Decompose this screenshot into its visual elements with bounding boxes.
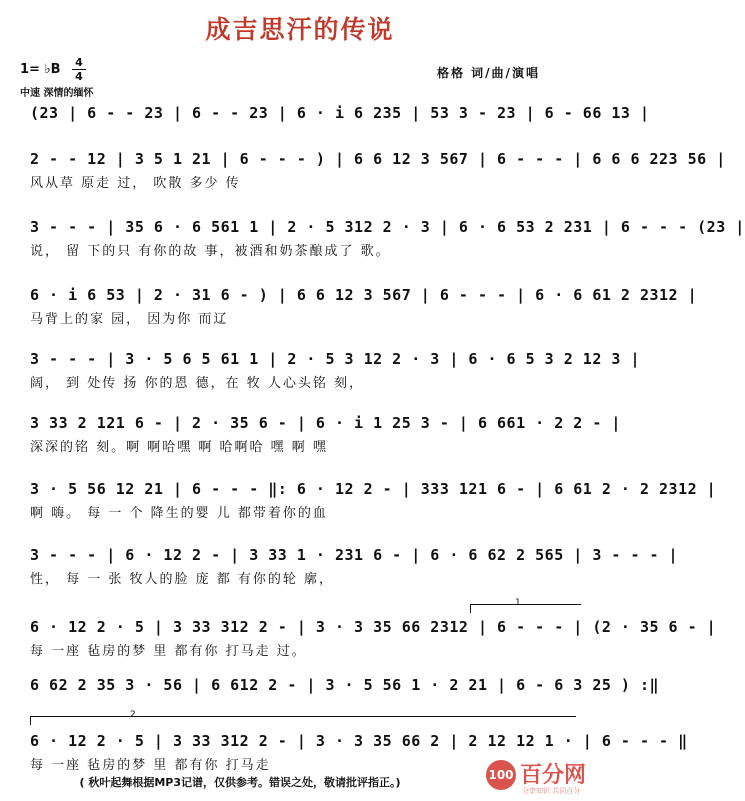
lyrics-row: 深深的铭 刻。啊 啊哈嘿 啊 哈啊哈 嘿 啊 嘿 — [30, 440, 328, 455]
lyrics-row: 风从草 原走 过， 吹散 多少 传 — [30, 176, 241, 191]
second-ending-bracket — [30, 716, 576, 725]
score-line — [0, 480, 717, 521]
notation-row: 3 · 5 56 12 21 | 6 - - - ‖: 6 · 12 2 - | 333 121 6 - | 6 61 2 · 2 2312 | — [30, 480, 717, 498]
score-line — [0, 104, 650, 144]
second-ending-number: 2. — [130, 710, 139, 720]
notation-row: (23 | 6 - - 23 | 6 - - 23 | 6 · i 6 235 | 53 3 - 23 | 6 - 66 13 | — [30, 104, 650, 122]
score-line — [0, 150, 726, 191]
lyrics-row: 啊 嗨。 每 一 个 降生的婴 儿 都带着你的血 — [30, 506, 328, 521]
tempo-marking: 中速 深情的缅怀 — [20, 88, 94, 99]
score-line — [0, 546, 679, 587]
lyrics-row: 阔， 到 处传 扬 你的恩 德，在 牧 人心头铭 刻， — [30, 376, 365, 391]
notation-row: 3 - - - | 35 6 · 6 561 1 | 2 · 5 312 2 · 3 | 6 · 6 53 2 231 | 6 - - - (23 | — [30, 218, 745, 236]
notation-row: 3 33 2 121 6 - | 2 · 35 6 - | 6 · i 1 25 3 - | 6 661 · 2 2 - | — [30, 414, 621, 432]
notation-row: 2 - - 12 | 3 5 1 21 | 6 - - - ) | 6 6 12 3 567 | 6 - - - | 6 6 6 223 56 | — [30, 150, 726, 168]
score-line — [0, 618, 717, 659]
score-line — [0, 218, 745, 259]
notation-row: 6 · 12 2 · 5 | 3 33 312 2 - | 3 · 3 35 66 2312 | 6 - - - | (2 · 35 6 - | — [30, 618, 717, 636]
score-line — [0, 676, 660, 716]
lyrics-row: 马背上的家 园， 因为你 而辽 — [30, 312, 229, 327]
notation-row: 6 · i 6 53 | 2 · 31 6 - ) | 6 6 12 3 567 | 6 - - - | 6 · 6 61 2 2312 | — [30, 286, 698, 304]
score-line — [0, 414, 621, 455]
score-line — [0, 286, 698, 327]
first-ending-bracket — [470, 604, 581, 613]
watermark-tagline: 分享知识 共同百分 — [522, 787, 581, 795]
transcription-note: ( 秋叶起舞根据MP3记谱，仅供参考。错误之处，敬请批评指正。) — [79, 776, 401, 789]
lyrics-row: 每 一座 毡房的梦 里 都有你 打马走 — [30, 758, 271, 773]
lyrics-row: 说， 留 下的只 有你的故 事，被酒和奶茶酿成了 歌。 — [30, 244, 391, 259]
key-signature: 1= ♭B — [20, 62, 61, 77]
notation-row: 3 - - - | 3 · 5 6 5 61 1 | 2 · 5 3 12 2 · 3 | 6 · 6 5 3 2 12 3 | — [30, 350, 640, 368]
song-credit: 格格 词/曲/演唱 — [437, 66, 540, 80]
notation-row: 3 - - - | 6 · 12 2 - | 3 33 1 · 231 6 - | 6 · 6 62 2 565 | 3 - - - | — [30, 546, 679, 564]
notation-row: 6 · 12 2 · 5 | 3 33 312 2 - | 3 · 3 35 66 2 | 2 12 12 1 · | 6 - - - ‖ — [30, 732, 688, 750]
song-title: 成吉思汗的传说 — [205, 15, 395, 44]
lyrics-row: 每 一座 毡房的梦 里 都有你 打马走 过。 — [30, 644, 307, 659]
lyrics-row: 性， 每 一 张 牧人的脸 庞 都 有你的轮 廓， — [30, 572, 335, 587]
first-ending-number: 1. — [515, 598, 524, 608]
meter-top: 4 — [75, 56, 83, 69]
watermark-badge: 100 — [486, 760, 516, 790]
score-line — [0, 350, 640, 391]
time-signature — [72, 57, 86, 82]
meter-bottom: 4 — [75, 70, 83, 83]
watermark-logo: 百分网 — [520, 763, 587, 788]
notation-row: 6 62 2 35 3 · 56 | 6 612 2 - | 3 · 5 56 1 · 2 21 | 6 - 6 3 25 ) :‖ — [30, 676, 660, 694]
